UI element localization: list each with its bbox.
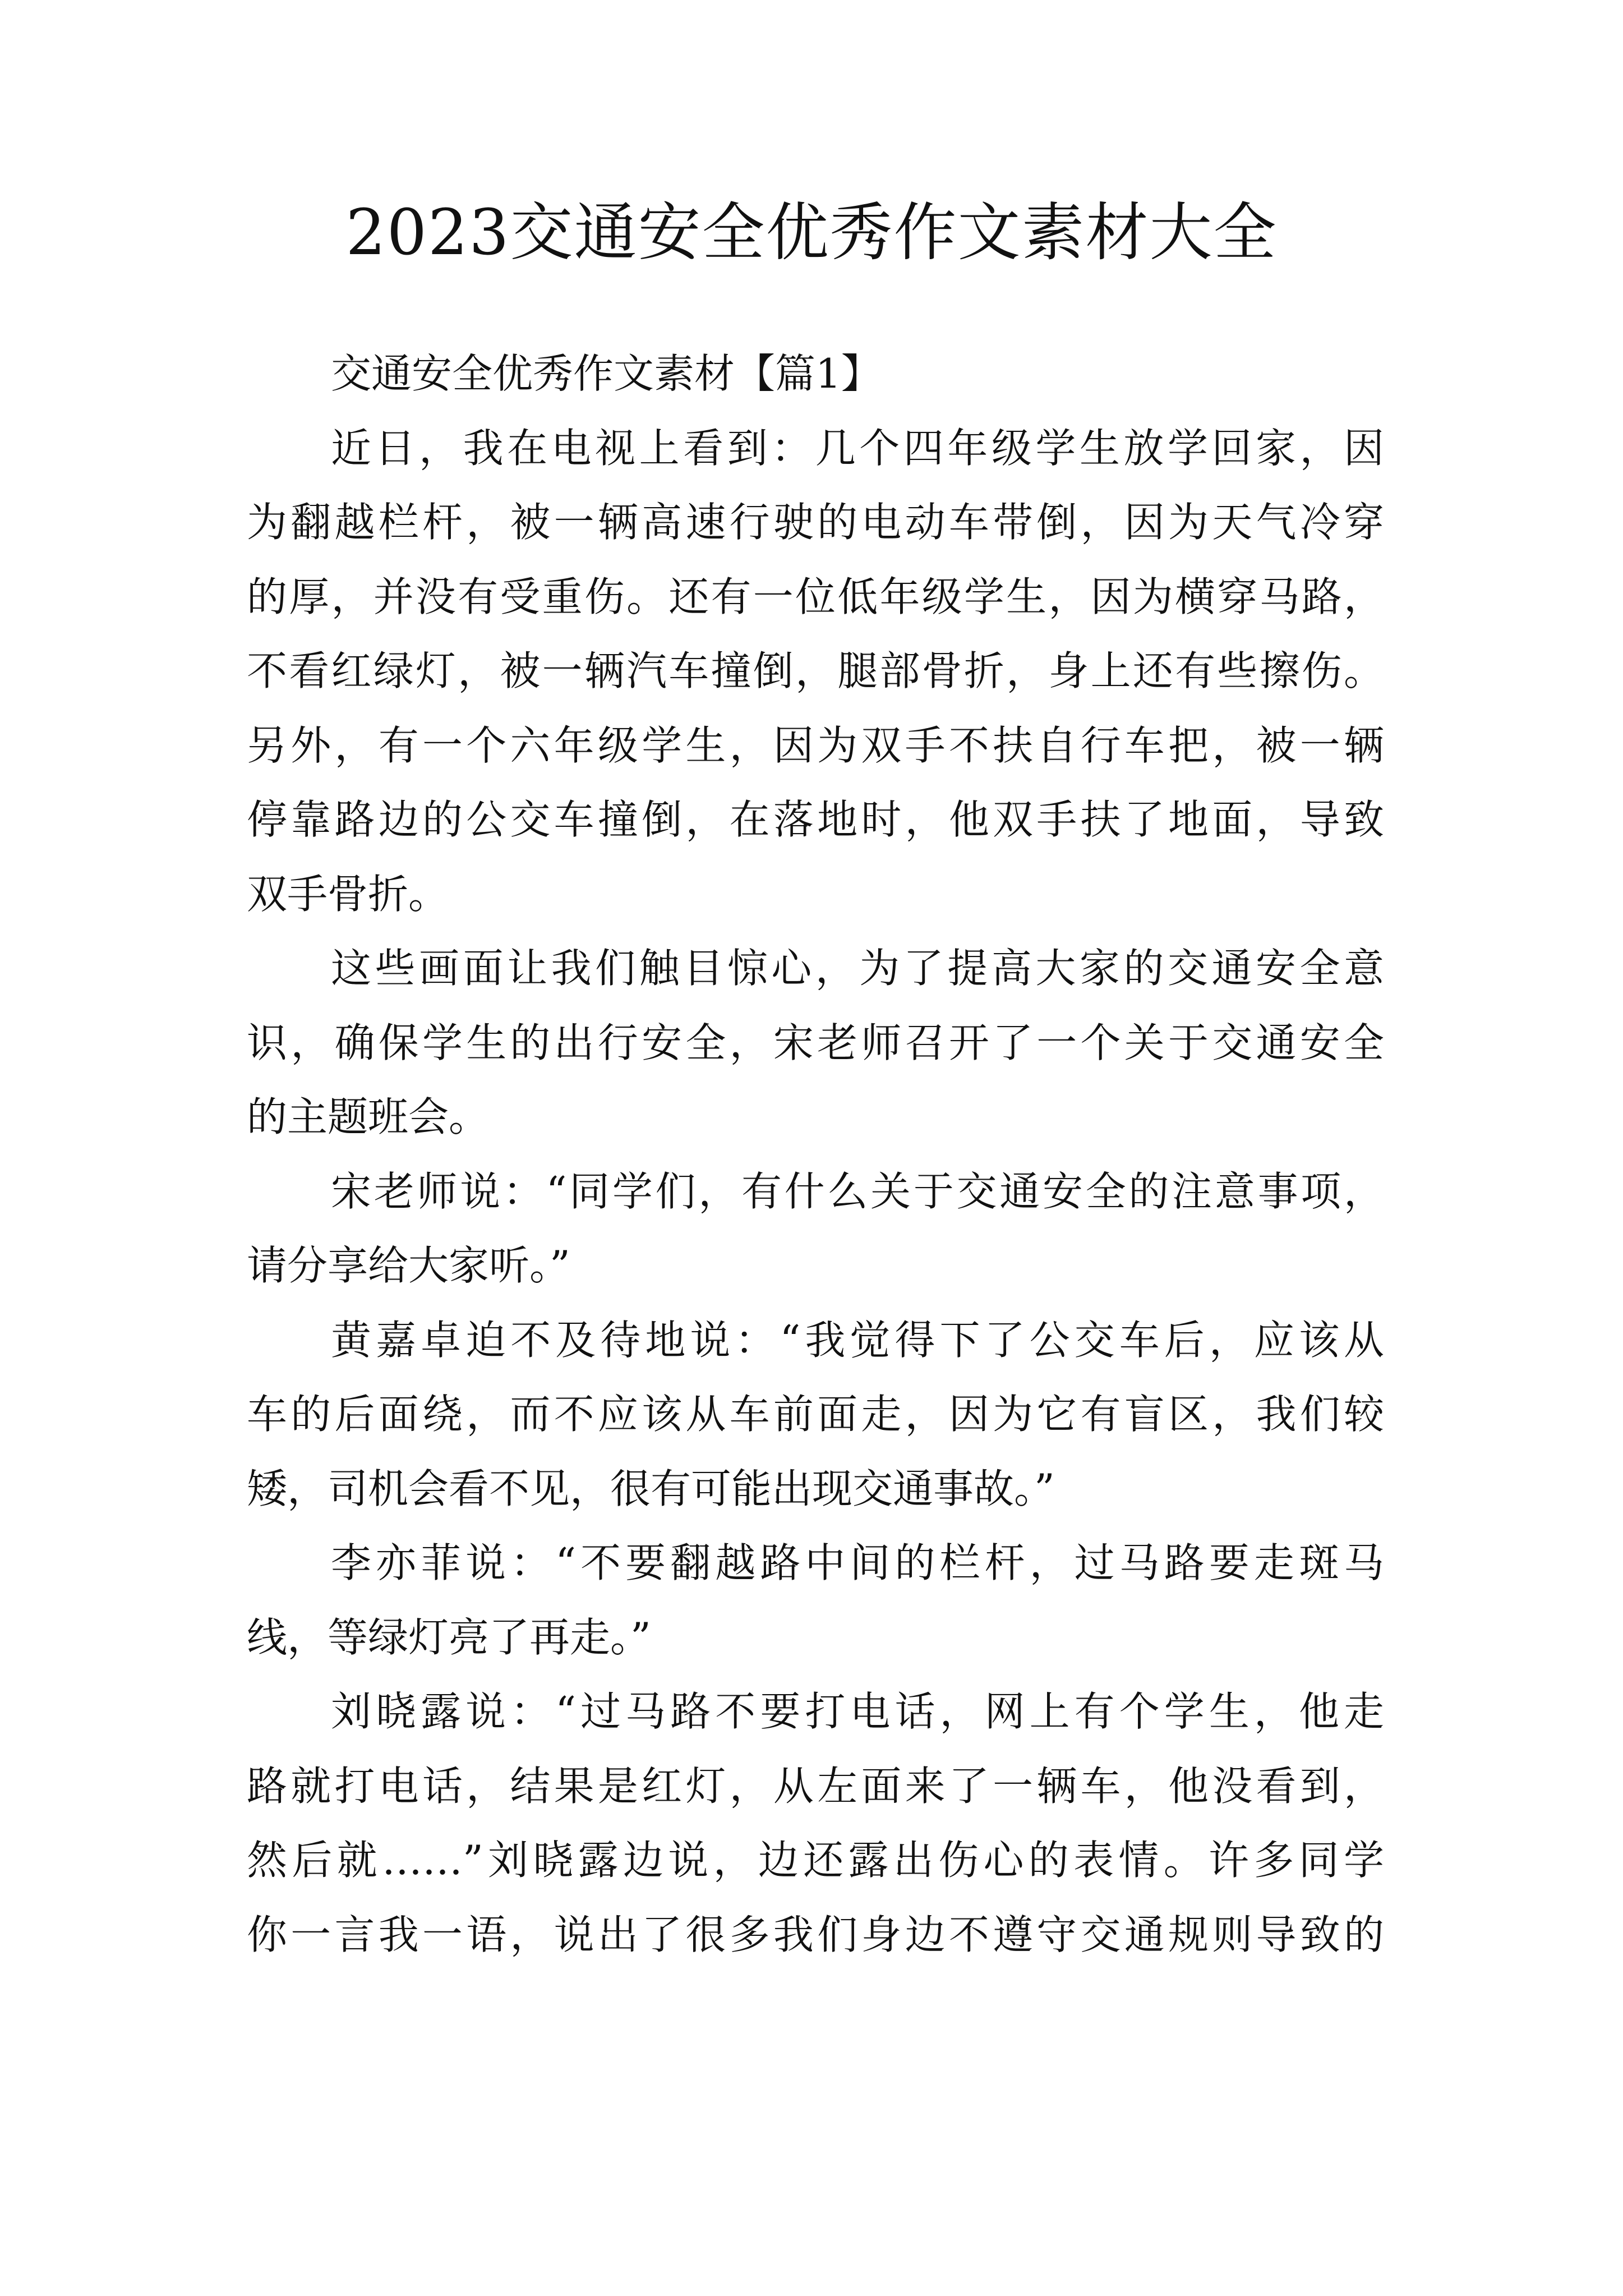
paragraph-line: 宋老师说：“同学们，有什么关于交通安全的注意事项，: [331, 1167, 1384, 1215]
paragraph-line: 你一言我一语，说出了很多我们身边不遵守交通规则导致的: [247, 1911, 1384, 1958]
paragraph-line: 矮，司机会看不见，很有可能出现交通事故。”: [247, 1465, 1055, 1512]
paragraph-line: 识，确保学生的出行安全，宋老师召开了一个关于交通安全: [247, 1019, 1384, 1066]
section-heading: 交通安全优秀作文素材【篇1】: [331, 350, 882, 397]
paragraph-line: 近日，我在电视上看到：几个四年级学生放学回家，因: [331, 424, 1384, 472]
document-body: [247, 337, 1384, 1972]
paragraph-line: 的主题班会。: [247, 1093, 490, 1140]
paragraph-line: 黄嘉卓迫不及待地说：“我觉得下了公交车后，应该从: [331, 1316, 1384, 1364]
paragraph-line: 双手骨折。: [247, 870, 449, 918]
paragraph-line: 的厚，并没有受重伤。还有一位低年级学生，因为横穿马路，: [247, 573, 1384, 620]
page-title: 2023交通安全优秀作文素材大全: [345, 196, 1278, 269]
paragraph-line: 不看红绿灯，被一辆汽车撞倒，腿部骨折，身上还有些擦伤。: [247, 647, 1384, 694]
paragraph-line: 然后就……”刘晓露边说，边还露出伤心的表情。许多同学: [247, 1837, 1384, 1884]
paragraph-line: 请分享给大家听。”: [247, 1242, 570, 1289]
paragraph-line: 为翻越栏杆，被一辆高速行驶的电动车带倒，因为天气冷穿: [247, 499, 1384, 546]
paragraph-line: 路就打电话，结果是红灯，从左面来了一辆车，他没看到，: [247, 1762, 1384, 1810]
paragraph-line: 线，等绿灯亮了再走。”: [247, 1613, 651, 1661]
paragraph-line: 车的后面绕，而不应该从车前面走，因为它有盲区，我们较: [247, 1391, 1384, 1438]
paragraph-line: 刘晓露说：“过马路不要打电话，网上有个学生，他走: [331, 1688, 1384, 1735]
paragraph-line: 李亦菲说：“不要翻越路中间的栏杆，过马路要走斑马: [331, 1539, 1384, 1586]
paragraph-line: 停靠路边的公交车撞倒，在落地时，他双手扶了地面，导致: [247, 796, 1384, 843]
paragraph-line: 这些画面让我们触目惊心，为了提高大家的交通安全意: [331, 945, 1384, 992]
paragraph-line: 另外，有一个六年级学生，因为双手不扶自行车把，被一辆: [247, 721, 1384, 769]
